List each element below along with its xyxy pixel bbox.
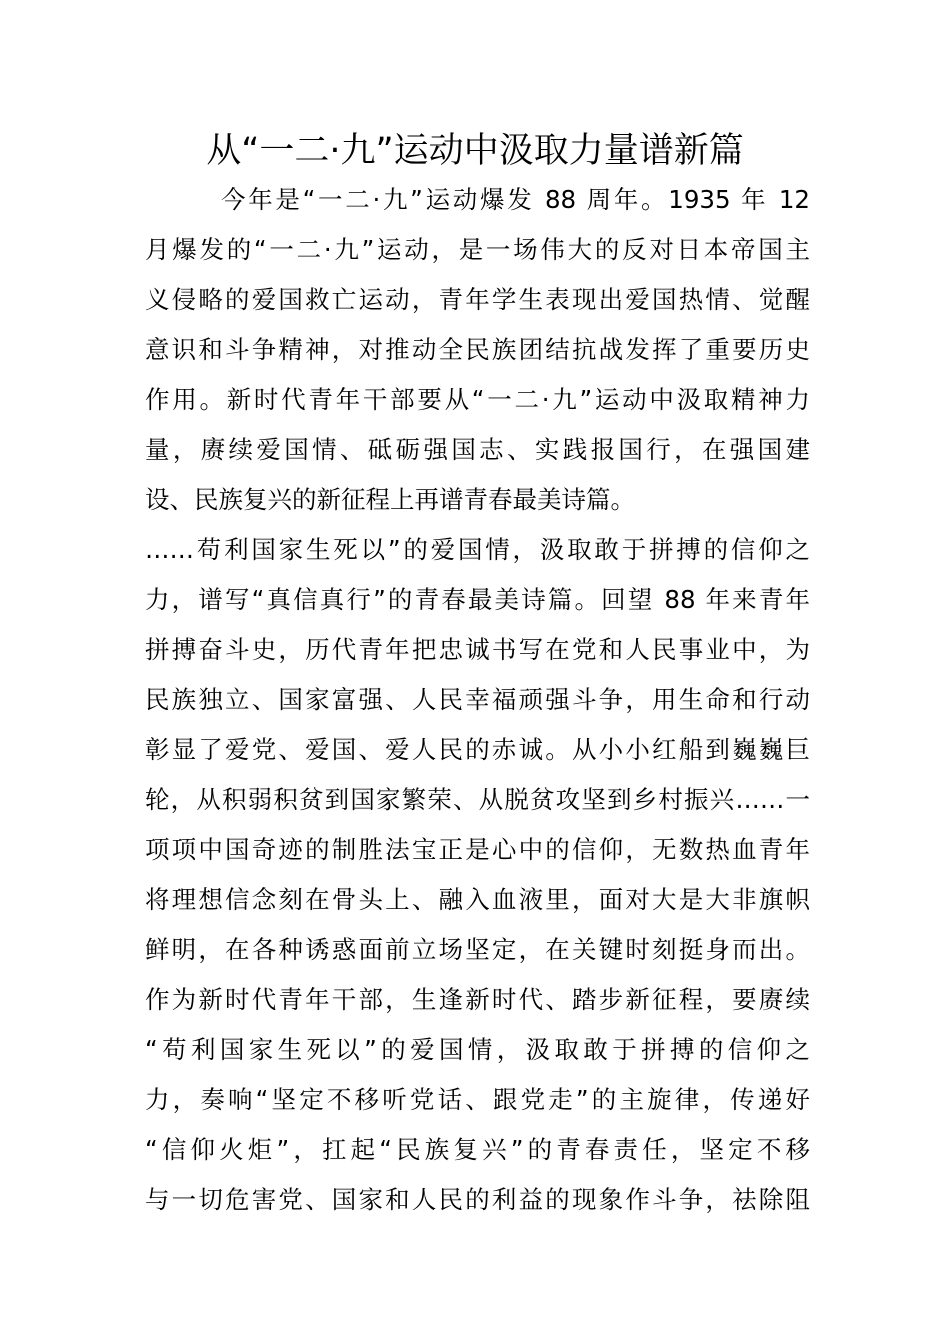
paragraph-line: 力，奏响“坚定不移听党话、跟党走”的主旋律，传递好 bbox=[145, 1085, 810, 1114]
paragraph-line: 义侵略的爱国救亡运动，青年学生表现出爱国热情、觉醒 bbox=[145, 285, 810, 314]
paragraph-line: 月爆发的“一二·九”运动，是一场伟大的反对日本帝国主 bbox=[145, 235, 810, 264]
paragraph-line: “苟利国家生死以”的爱国情，汲取敢于拼搏的信仰之 bbox=[145, 1035, 810, 1064]
paragraph-line: 项项中国奇迹的制胜法宝正是心中的信仰，无数热血青年 bbox=[145, 835, 810, 864]
paragraph-line: 与一切危害党、国家和人民的利益的现象作斗争，祛除阻 bbox=[145, 1185, 810, 1214]
article-body bbox=[145, 175, 810, 1225]
paragraph-line: 拼搏奋斗史，历代青年把忠诚书写在党和人民事业中，为 bbox=[145, 635, 810, 664]
paragraph-line: 彰显了爱党、爱国、爱人民的赤诚。从小小红船到巍巍巨 bbox=[145, 735, 810, 764]
paragraph-line: 力，谱写“真信真行”的青春最美诗篇。回望 88 年来青年 bbox=[145, 585, 810, 614]
paragraph-line: 作用。新时代青年干部要从“一二·九”运动中汲取精神力 bbox=[145, 385, 810, 414]
paragraph-line: 量，赓续爱国情、砥砺强国志、实践报国行，在强国建 bbox=[145, 435, 810, 464]
paragraph-line: 作为新时代青年干部，生逢新时代、踏步新征程，要赓续 bbox=[145, 985, 810, 1014]
paragraph-line: ……苟利国家生死以”的爱国情，汲取敢于拼搏的信仰之 bbox=[145, 535, 810, 564]
paragraph-line: 轮，从积弱积贫到国家繁荣、从脱贫攻坚到乡村振兴……一 bbox=[145, 785, 810, 814]
paragraph-line: “信仰火炬”，扛起“民族复兴”的青春责任，坚定不移 bbox=[145, 1135, 810, 1164]
paragraph-line: 将理想信念刻在骨头上、融入血液里，面对大是大非旗帜 bbox=[145, 885, 810, 914]
paragraph-line: 鲜明，在各种诱惑面前立场坚定，在关键时刻挺身而出。 bbox=[145, 935, 810, 964]
paragraph-line: 设、民族复兴的新征程上再谱青春最美诗篇。 bbox=[145, 485, 635, 514]
article-title: 从“一二·九”运动中汲取力量谱新篇 bbox=[206, 131, 744, 171]
paragraph-line: 意识和斗争精神，对推动全民族团结抗战发挥了重要历史 bbox=[145, 335, 810, 364]
paragraph-line: 民族独立、国家富强、人民幸福顽强斗争，用生命和行动 bbox=[145, 685, 810, 714]
paragraph-line: 今年是“一二·九”运动爆发 88 周年。1935 年 12 bbox=[221, 185, 810, 214]
